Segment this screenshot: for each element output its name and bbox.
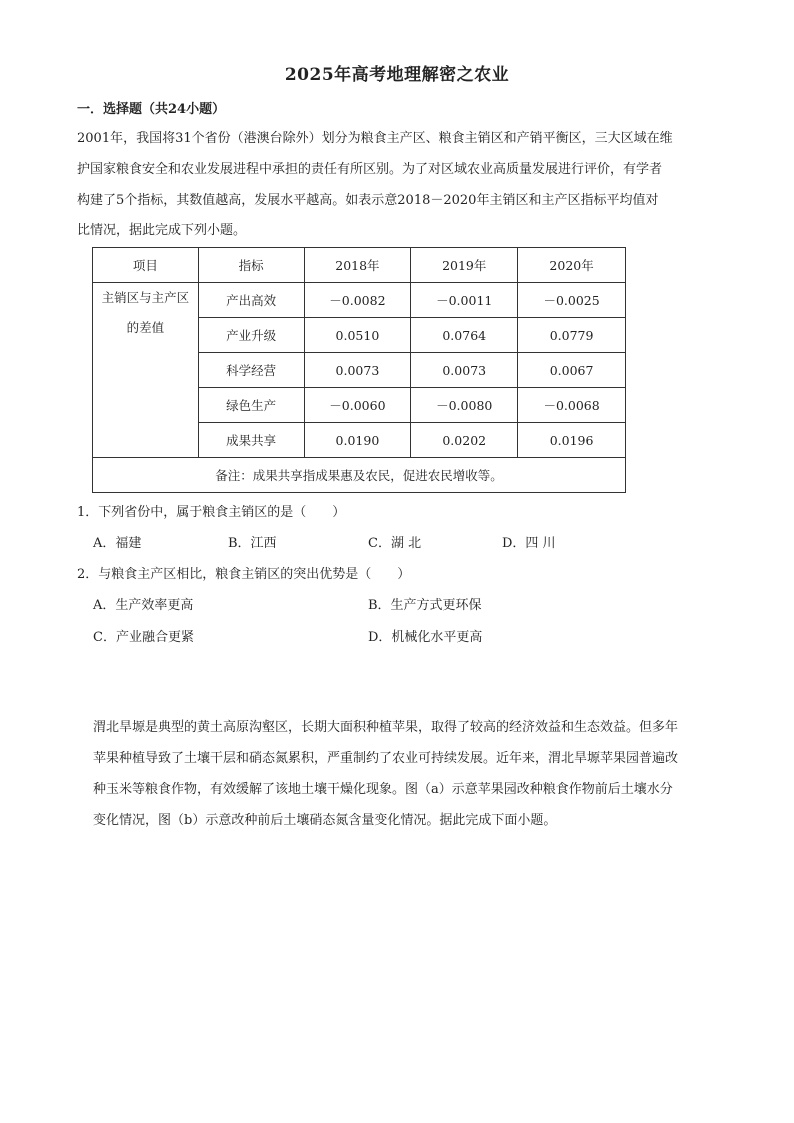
passage-2-line: 苹果种植导致了土壤干层和硝态氮累积，严重制约了农业可持续发展。近年来，渭北旱塬苹果园普遍改 (93, 751, 679, 766)
passage-2-line: 种玉米等粮食作物，有效缓解了该地土壤干燥化现象。图（a）示意苹果园改种粮食作物前后土壤水分 (93, 782, 673, 797)
q1-option-b[interactable]: B．江西 (228, 536, 277, 551)
table-note-row (93, 458, 626, 493)
passage-2-line: 变化情况，图（b）示意改种前后土壤硝态氮含量变化情况。据此完成下面小题。 (93, 813, 557, 828)
value-cell: 0.0202 (411, 423, 518, 458)
value-cell: 0.0073 (304, 353, 411, 388)
value-cell: 0.0073 (411, 353, 518, 388)
indicator-cell: 科学经营 (198, 353, 304, 388)
indicator-cell: 绿色生产 (198, 388, 304, 423)
group-label-cell (93, 283, 199, 458)
table-header-row (93, 248, 626, 283)
group-label-line: 主销区与主产区 (101, 290, 190, 305)
passage-1-line: 2001年，我国将31个省份（港澳台除外）划分为粮食主产区、粮食主销区和产销平衡区，三大区域在维 (77, 131, 673, 146)
page-title: 2025年高考地理解密之农业 (284, 65, 510, 85)
value-cell: 0.0196 (518, 423, 626, 458)
table-note: 备注：成果共享指成果惠及农民，促进农民增收等。 (93, 458, 626, 493)
header-indicator: 指标 (198, 248, 304, 283)
indicator-cell: 产出高效 (198, 283, 304, 318)
value-cell: －0.0025 (518, 283, 626, 318)
passage-1-line: 比情况，据此完成下列小题。 (77, 223, 247, 238)
passage-1-line: 构建了5个指标，其数值越高，发展水平越高。如表示意2018－2020年主销区和主产区指标平均值对 (77, 193, 659, 208)
value-cell: 0.0510 (304, 318, 411, 353)
question-2-stem: 2．与粮食主产区相比，粮食主销区的突出优势是（ ） (77, 567, 411, 582)
q1-option-a[interactable]: A．福建 (93, 536, 142, 551)
value-cell: －0.0080 (411, 388, 518, 423)
indicator-table (92, 247, 626, 493)
passage-1-line: 护国家粮食安全和农业发展进程中承担的责任有所区别。为了对区域农业高质量发展进行评价，有学者 (77, 162, 663, 177)
section-heading: 一．选择题（共24小题） (77, 102, 226, 117)
table-row (93, 283, 626, 318)
question-1-stem: 1．下列省份中，属于粮食主销区的是（ ） (77, 505, 346, 520)
q2-option-b[interactable]: B．生产方式更环保 (368, 598, 482, 613)
value-cell: 0.0764 (411, 318, 518, 353)
header-2020: 2020年 (518, 248, 626, 283)
value-cell: －0.0068 (518, 388, 626, 423)
header-project: 项目 (93, 248, 199, 283)
q2-option-a[interactable]: A．生产效率更高 (93, 598, 194, 613)
value-cell: 0.0779 (518, 318, 626, 353)
header-2019: 2019年 (411, 248, 518, 283)
value-cell: 0.0067 (518, 353, 626, 388)
value-cell: 0.0190 (304, 423, 411, 458)
q1-option-d[interactable]: D．四 川 (502, 536, 556, 551)
value-cell: －0.0011 (411, 283, 518, 318)
indicator-cell: 成果共享 (198, 423, 304, 458)
value-cell: －0.0060 (304, 388, 411, 423)
q2-option-c[interactable]: C．产业融合更紧 (93, 630, 194, 645)
passage-2-line: 渭北旱塬是典型的黄土高原沟壑区，长期大面积种植苹果，取得了较高的经济效益和生态效益。但多年 (93, 720, 679, 735)
group-label-line: 的差值 (126, 320, 165, 335)
q1-option-c[interactable]: C．湖 北 (368, 536, 422, 551)
q2-option-d[interactable]: D．机械化水平更高 (368, 630, 483, 645)
indicator-cell: 产业升级 (198, 318, 304, 353)
value-cell: －0.0082 (304, 283, 411, 318)
header-2018: 2018年 (304, 248, 411, 283)
